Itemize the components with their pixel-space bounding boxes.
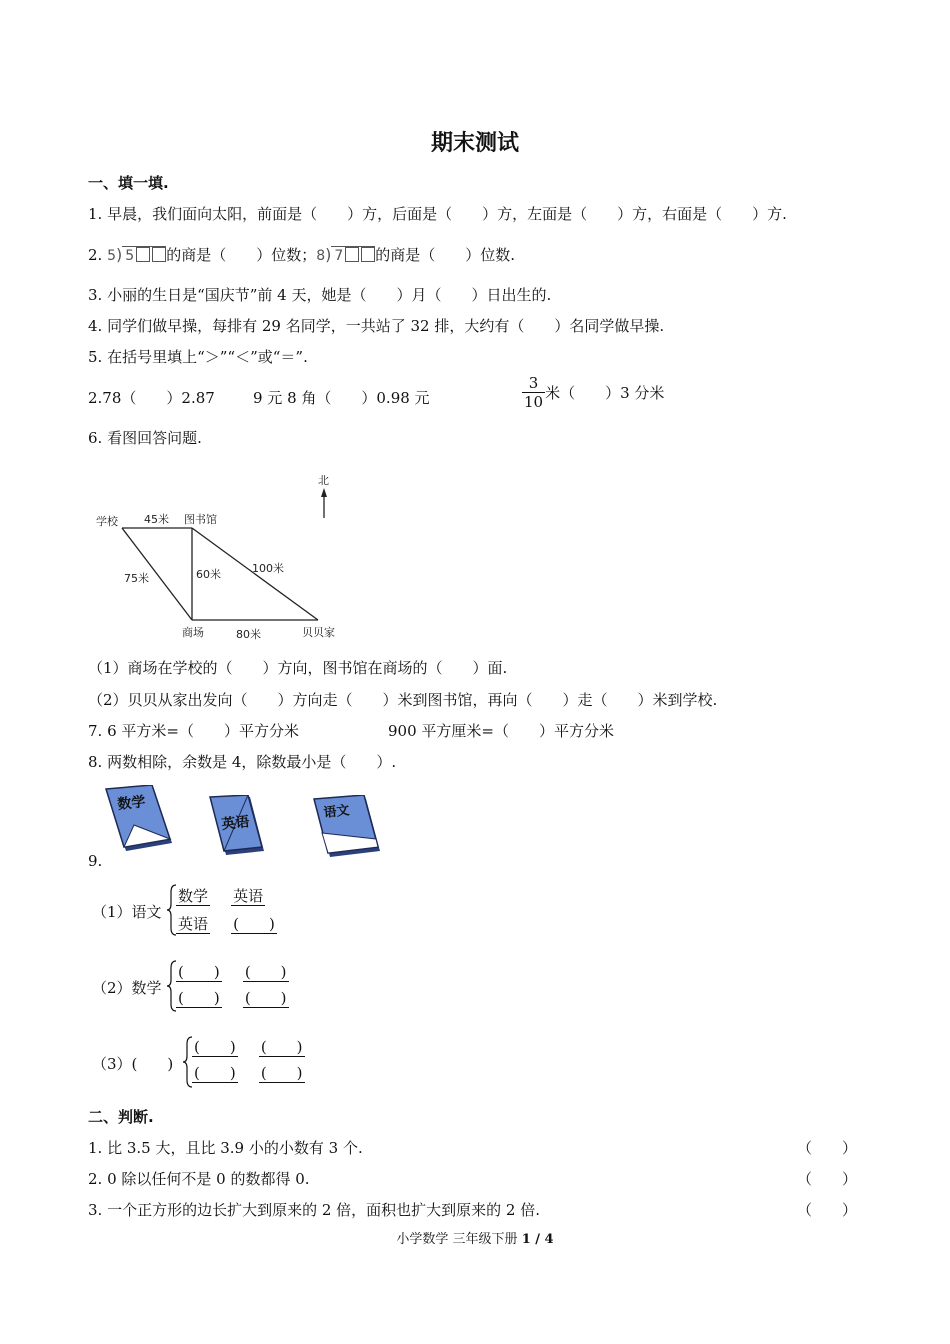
math-book-icon — [104, 785, 184, 857]
dividend-1: 5 — [125, 248, 135, 264]
dividend-2: 7 — [334, 248, 344, 264]
mall-label: 商场 — [182, 626, 204, 639]
q9-part1-r1b: 英语 — [233, 887, 264, 905]
q9-blank: ( ) — [244, 989, 287, 1007]
question-2 — [88, 244, 515, 265]
home-label: 贝贝家 — [302, 626, 335, 639]
q9-part1-r2a: 英语 — [178, 915, 209, 933]
divisor-1: 5 — [107, 248, 117, 264]
q9-part3-row2 — [192, 1063, 305, 1083]
blank-box-icon — [136, 247, 150, 262]
question-9: 9. — [88, 852, 103, 870]
question-6-1: （1）商场在学校的（ ）方向，图书馆在商场的（ ）面. — [88, 659, 508, 677]
section-1-heading: 一、填一填. — [88, 174, 169, 192]
q9-part1-label: （1）语文 — [92, 903, 162, 921]
question-2-text-1: 的商是（ ）位数； — [166, 246, 317, 264]
q9-part2-row1 — [176, 962, 289, 982]
q9-blank: ( ) — [194, 1064, 236, 1082]
english-book-title: 英语 — [220, 814, 251, 833]
distance-school-mall: 75米 — [124, 572, 149, 585]
question-2-text-2: 的商是（ ）位数. — [375, 246, 516, 264]
q9-part2-label: （2）数学 — [92, 979, 162, 997]
north-label: 北 — [318, 474, 329, 487]
q9-part3-label: （3）( ) — [92, 1055, 174, 1073]
question-5-item-c-text: 米（ ）3 分米 — [545, 384, 665, 402]
page-title: 期末测试 — [430, 131, 519, 156]
q9-part3-row1 — [192, 1037, 305, 1057]
q9-blank: ( ) — [260, 1064, 303, 1082]
chinese-book-icon — [310, 795, 386, 861]
q9-blank: ( ) — [194, 1038, 236, 1056]
judge-1: 1. 比 3.5 大，且比 3.9 小的小数有 3 个. — [88, 1139, 363, 1157]
q9-part2-row2 — [176, 988, 289, 1008]
blank-box-icon — [345, 247, 359, 262]
distance-school-library: 45米 — [144, 513, 169, 526]
question-6: 6. 看图回答问题. — [88, 429, 202, 447]
q9-blank: ( ) — [178, 989, 220, 1007]
long-division-1: 5) 5 — [107, 245, 166, 264]
chinese-book-title: 语文 — [322, 803, 351, 821]
q9-blank: ( ) — [244, 963, 287, 981]
question-7a: 7. 6 平方米=（ ）平方分米 — [88, 722, 299, 740]
question-2-number: 2. — [88, 246, 103, 264]
footer-text: 小学数学 三年级下册 — [396, 1232, 518, 1247]
distance-library-mall: 60米 — [196, 568, 221, 581]
fraction — [522, 374, 545, 411]
blank-box-icon — [361, 247, 375, 262]
q9-blank: ( ) — [178, 963, 220, 981]
question-4: 4. 同学们做早操，每排有 29 名同学，一共站了 32 排，大约有（ ）名同学做早操. — [88, 317, 665, 335]
question-5: 5. 在括号里填上“＞”“＜”或“＝”. — [88, 348, 308, 366]
divisor-2: 8 — [316, 248, 326, 264]
question-3: 3. 小丽的生日是“国庆节”前 4 天，她是（ ）月（ ）日出生的. — [88, 286, 552, 304]
page-footer — [0, 1228, 950, 1247]
blank-box-icon — [152, 247, 166, 262]
q9-part1-r2b: ( ) — [233, 915, 275, 933]
judge-3: 3. 一个正方形的边长扩大到原来的 2 倍，面积也扩大到原来的 2 倍. — [88, 1201, 541, 1219]
school-label: 学校 — [96, 515, 118, 528]
question-8: 8. 两数相除，余数是 4，除数最小是（ ）. — [88, 753, 397, 771]
judge-2: 2. 0 除以任何不是 0 的数都得 0. — [88, 1170, 310, 1188]
q9-part1-r1a: 数学 — [178, 887, 209, 905]
judge-2-answer: （ ） — [797, 1170, 858, 1188]
long-division-2: 8) 7 — [316, 245, 375, 264]
english-book-icon — [208, 795, 274, 859]
section-2-heading: 二、判断. — [88, 1108, 154, 1126]
judge-3-answer: （ ） — [797, 1201, 858, 1219]
judge-1-answer: （ ） — [797, 1139, 858, 1157]
distance-library-home: 100米 — [252, 562, 284, 575]
question-5-item-a: 2.78（ ）2.87 — [88, 389, 215, 407]
q9-part1-row2 — [176, 914, 277, 934]
question-1: 1. 早晨，我们面向太阳，前面是（ ）方，后面是（ ）方，左面是（ ）方，右面是（ ）方. — [88, 205, 787, 223]
question-7b: 900 平方厘米=（ ）平方分米 — [388, 722, 614, 740]
question-5-item-c — [522, 374, 664, 411]
fraction-denominator: 10 — [524, 393, 544, 411]
q9-blank: ( ) — [260, 1038, 303, 1056]
north-arrow-head-icon — [321, 488, 327, 497]
page-number: 1 / 4 — [521, 1232, 554, 1247]
math-book-title: 数学 — [116, 794, 147, 813]
fraction-numerator: 3 — [522, 374, 545, 393]
question-5-item-b: 9 元 8 角（ ）0.98 元 — [253, 389, 430, 407]
distance-mall-home: 80米 — [236, 628, 261, 641]
q9-part1-row1 — [176, 886, 265, 906]
question-6-2: （2）贝贝从家出发向（ ）方向走（ ）米到图书馆，再向（ ）走（ ）米到学校. — [88, 691, 718, 709]
direction-map — [90, 470, 360, 650]
library-label: 图书馆 — [184, 513, 217, 526]
